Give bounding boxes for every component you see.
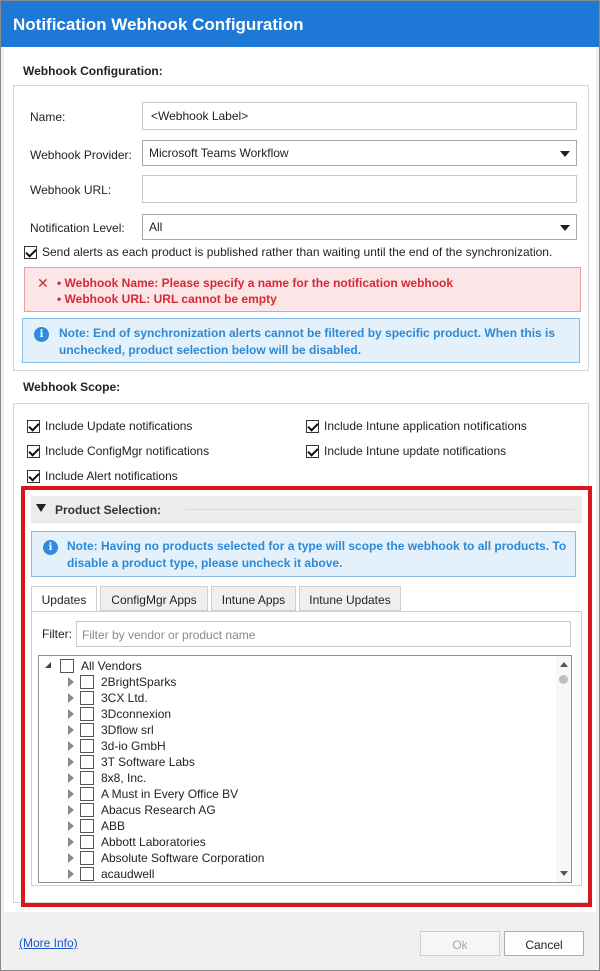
- collapsed-arrow-icon[interactable]: [69, 870, 74, 878]
- vendor-checkbox[interactable]: [80, 675, 94, 689]
- vendor-checkbox[interactable]: [80, 803, 94, 817]
- filter-input[interactable]: Filter by vendor or product name: [76, 621, 571, 647]
- tree-vendor-row[interactable]: [39, 770, 554, 786]
- send-alerts-checkbox[interactable]: [24, 246, 37, 259]
- webhook-scope-heading: Webhook Scope:: [23, 380, 121, 394]
- chevron-down-icon: [560, 151, 570, 157]
- sync-note-line1: Note: End of synchronization alerts cannot be filtered by specific product. When this is: [59, 326, 556, 340]
- collapsed-arrow-icon[interactable]: [69, 822, 74, 830]
- include-intune-app-label: Include Intune application notifications: [324, 419, 527, 433]
- expanded-arrow-icon[interactable]: [45, 662, 51, 668]
- vendor-label: Abacus Research AG: [101, 803, 216, 817]
- ok-button[interactable]: Ok: [420, 931, 500, 956]
- vendor-checkbox[interactable]: [80, 771, 94, 785]
- tab-updates[interactable]: Updates: [31, 586, 97, 612]
- tree-vendor-row[interactable]: [39, 706, 554, 722]
- name-label: Name:: [30, 110, 66, 124]
- product-note-line2: disable a product type, please uncheck it above.: [67, 556, 343, 570]
- tree-vendor-row[interactable]: [39, 754, 554, 770]
- include-configmgr-checkbox[interactable]: [27, 445, 40, 458]
- webhook-provider-label: Webhook Provider:: [30, 148, 132, 162]
- tree-vendor-row[interactable]: [39, 834, 554, 850]
- scroll-thumb[interactable]: [559, 675, 568, 684]
- collapsed-arrow-icon[interactable]: [69, 710, 74, 718]
- divider: [185, 509, 575, 510]
- include-alert-row[interactable]: [27, 469, 178, 483]
- vendor-tree[interactable]: [38, 655, 572, 883]
- all-vendors-label: All Vendors: [81, 659, 142, 673]
- collapsed-arrow-icon[interactable]: [69, 694, 74, 702]
- send-alerts-label: Send alerts as each product is published rather than waiting until the end of the synchronization.: [42, 245, 553, 259]
- window-title: Notification Webhook Configuration: [1, 1, 599, 47]
- include-intune-update-row[interactable]: [306, 444, 506, 458]
- vendor-checkbox[interactable]: [80, 723, 94, 737]
- collapsed-arrow-icon[interactable]: [69, 854, 74, 862]
- tree-vendor-row[interactable]: [39, 866, 554, 882]
- tree-scrollbar[interactable]: [556, 656, 571, 882]
- product-selection-note-box: [31, 531, 576, 577]
- notification-level-label: Notification Level:: [30, 221, 125, 235]
- webhook-url-field[interactable]: [142, 175, 577, 203]
- dialog-footer: [1, 912, 599, 970]
- tree-vendor-row[interactable]: [39, 818, 554, 834]
- chevron-down-icon: [560, 225, 570, 231]
- vendor-label: 3d-io GmbH: [101, 739, 166, 753]
- webhook-url-label: Webhook URL:: [30, 183, 112, 197]
- include-configmgr-label: Include ConfigMgr notifications: [45, 444, 210, 458]
- include-alert-label: Include Alert notifications: [45, 469, 178, 483]
- tree-vendor-row[interactable]: [39, 722, 554, 738]
- notification-level-value: All: [149, 220, 163, 234]
- error-x-icon: ✕: [37, 275, 49, 291]
- cancel-button[interactable]: Cancel: [504, 931, 584, 956]
- more-info-link[interactable]: (More Info): [19, 936, 78, 950]
- vendor-checkbox[interactable]: [80, 707, 94, 721]
- collapsed-arrow-icon[interactable]: [69, 742, 74, 750]
- vendor-label: A Must in Every Office BV: [101, 787, 239, 801]
- vendor-checkbox[interactable]: [80, 739, 94, 753]
- vendor-label: 3Dconnexion: [101, 707, 172, 721]
- include-configmgr-row[interactable]: [27, 444, 209, 458]
- vendor-checkbox[interactable]: [80, 691, 94, 705]
- vendor-label: Absolute Software Corporation: [101, 851, 265, 865]
- include-intune-update-checkbox[interactable]: [306, 445, 319, 458]
- name-field[interactable]: <Webhook Label>: [142, 102, 577, 130]
- tree-vendor-row[interactable]: [39, 802, 554, 818]
- error-line-name: • Webhook Name: Please specify a name for the notification webhook: [57, 276, 454, 290]
- scroll-down-icon[interactable]: [560, 871, 568, 876]
- validation-error-box: [24, 267, 581, 312]
- dialog-body: [4, 47, 596, 912]
- collapsed-arrow-icon[interactable]: [69, 774, 74, 782]
- vendor-label: Abbott Laboratories: [101, 835, 206, 849]
- vendor-label: 3Dflow srl: [101, 723, 154, 737]
- tree-vendor-row[interactable]: [39, 738, 554, 754]
- webhook-provider-select[interactable]: [142, 140, 577, 166]
- info-icon: i: [43, 540, 58, 555]
- include-update-row[interactable]: [27, 419, 192, 433]
- product-selection-header[interactable]: [31, 496, 582, 523]
- vendor-checkbox[interactable]: [80, 867, 94, 881]
- vendor-checkbox[interactable]: [80, 787, 94, 801]
- filter-label: Filter:: [42, 627, 72, 641]
- vendor-label: 8x8, Inc.: [101, 771, 147, 785]
- tab-intune-updates[interactable]: Intune Updates: [299, 586, 401, 611]
- error-line-url: • Webhook URL: URL cannot be empty: [57, 292, 277, 306]
- tree-vendor-row[interactable]: [39, 786, 554, 802]
- sync-note-box: [22, 318, 580, 363]
- webhook-provider-value: Microsoft Teams Workflow: [149, 146, 289, 160]
- notification-level-select[interactable]: [142, 214, 577, 240]
- tree-root-all-vendors[interactable]: [39, 658, 554, 674]
- updates-tab-panel: [31, 611, 582, 886]
- include-update-label: Include Update notifications: [45, 419, 193, 433]
- vendor-checkbox[interactable]: [80, 851, 94, 865]
- product-selection-title: Product Selection:: [55, 503, 162, 517]
- collapsed-arrow-icon[interactable]: [69, 678, 74, 686]
- collapsed-arrow-icon[interactable]: [69, 838, 74, 846]
- all-vendors-checkbox[interactable]: [60, 659, 74, 673]
- sync-note-line2: unchecked, product selection below will be disabled.: [59, 343, 362, 357]
- send-alerts-checkbox-row[interactable]: [24, 245, 552, 259]
- vendor-checkbox[interactable]: [80, 819, 94, 833]
- vendor-label: 3T Software Labs: [101, 755, 195, 769]
- collapse-triangle-icon[interactable]: [36, 504, 46, 512]
- collapsed-arrow-icon[interactable]: [69, 806, 74, 814]
- tree-vendor-row[interactable]: [39, 850, 554, 866]
- vendor-label: 3CX Ltd.: [101, 691, 148, 705]
- webhook-configuration-heading: Webhook Configuration:: [23, 64, 163, 78]
- include-intune-app-row[interactable]: [306, 419, 527, 433]
- info-icon: i: [34, 327, 49, 342]
- tab-configmgr-apps[interactable]: ConfigMgr Apps: [100, 586, 208, 611]
- include-intune-update-label: Include Intune update notifications: [324, 444, 507, 458]
- vendor-checkbox[interactable]: [80, 755, 94, 769]
- vendor-label: acaudwell: [101, 867, 155, 881]
- collapsed-arrow-icon[interactable]: [69, 726, 74, 734]
- include-alert-checkbox[interactable]: [27, 470, 40, 483]
- include-intune-app-checkbox[interactable]: [306, 420, 319, 433]
- collapsed-arrow-icon[interactable]: [69, 758, 74, 766]
- vendor-label: ABB: [101, 819, 126, 833]
- tree-vendor-row[interactable]: [39, 674, 554, 690]
- collapsed-arrow-icon[interactable]: [69, 790, 74, 798]
- tree-vendor-row[interactable]: [39, 690, 554, 706]
- vendor-checkbox[interactable]: [80, 835, 94, 849]
- scroll-up-icon[interactable]: [560, 662, 568, 667]
- tab-intune-apps[interactable]: Intune Apps: [211, 586, 296, 611]
- vendor-label: 2BrightSparks: [101, 675, 177, 689]
- product-selection-highlight: [21, 486, 592, 907]
- product-note-line1: Note: Having no products selected for a type will scope the webhook to all products. To: [67, 539, 567, 553]
- include-update-checkbox[interactable]: [27, 420, 40, 433]
